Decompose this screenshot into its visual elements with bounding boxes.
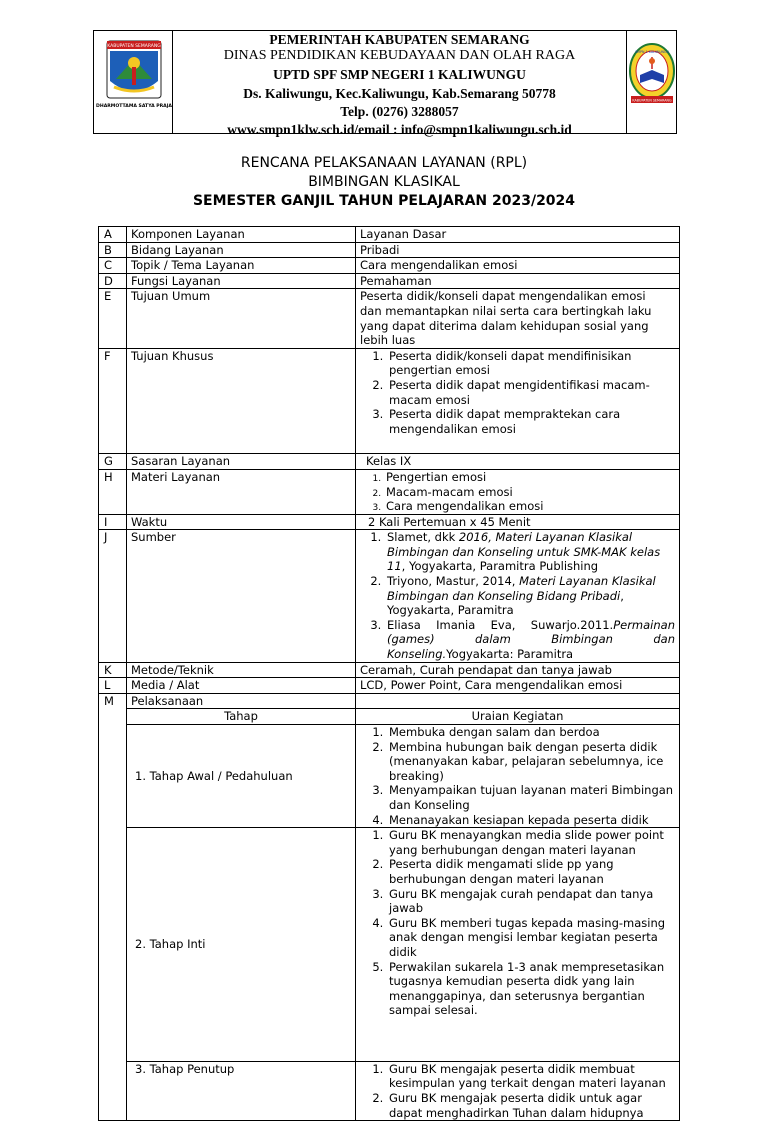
title-line-2: BIMBINGAN KLASIKAL	[308, 174, 460, 190]
source-title: Materi Layanan Klasikal Bimbingan dan Konseling Bidang Pribadi	[387, 574, 656, 603]
row-label: Tujuan Khusus	[127, 348, 356, 454]
row-label: Waktu	[127, 514, 356, 530]
source-publisher: , Yogyakarta, Paramitra Publishing	[401, 559, 599, 574]
document-title	[0, 154, 768, 211]
source-publisher: Yogyakarta: Paramitra	[446, 647, 574, 662]
table-row	[99, 227, 680, 243]
materi-list	[360, 470, 675, 514]
row-value: Pribadi	[356, 242, 680, 258]
row-code: D	[99, 273, 127, 289]
source-title: 2016, Materi Layanan Klasikal Bimbingan dan Konseling untuk SMK-MAK kelas 11	[387, 530, 661, 574]
table-row	[99, 1061, 680, 1120]
letterhead	[93, 30, 677, 137]
source-author: Eliasa Imania Eva, Suwarjo.2011.	[387, 617, 614, 632]
list-item	[385, 574, 675, 618]
semarang-regency-emblem-icon	[94, 31, 173, 132]
table-row	[99, 514, 680, 530]
row-label: Sasaran Layanan	[127, 454, 356, 470]
column-header-tahap: Tahap	[127, 709, 356, 725]
row-value: Cara mengendalikan emosi	[356, 258, 680, 274]
list-item: 2. Guru BK mengajak peserta didik untuk agar dapat menghadirkan Tuhan dalam hidupnya	[387, 1091, 675, 1120]
emblem-top-text: KABUPATEN SEMARANG	[107, 44, 161, 49]
title-line-1: RENCANA PELAKSANAAN LAYANAN (RPL)	[240, 155, 528, 171]
list-item: 2. Peserta didik mengamati slide pp yang berhubungan dengan materi layanan	[387, 857, 675, 886]
row-value	[356, 693, 680, 709]
list-item: 3. Menyampaikan tujuan layanan materi Bimbingan dan Konseling	[387, 783, 675, 812]
source-author: Triyono, Mastur, 2014,	[387, 574, 520, 589]
rpl-table	[98, 226, 680, 1121]
row-label: Tujuan Umum	[127, 289, 356, 348]
stage-activities	[356, 1061, 680, 1120]
list-item: 1. Guru BK mengajak peserta didik membuat kesimpulan yang terkait dengan materi layanan	[387, 1062, 675, 1091]
row-code: A	[99, 227, 127, 243]
row-code: H	[99, 469, 127, 514]
table-row	[99, 678, 680, 694]
tujuan-khusus-list	[360, 349, 675, 437]
table-row	[99, 709, 680, 725]
regency-logo	[94, 31, 173, 133]
list-item: 2. Membina hubungan baik dengan peserta didik (menanyakan kabar, pelajaran sebelumnya, ice breaking)	[387, 740, 675, 784]
title-line-3: SEMESTER GANJIL TAHUN PELAJARAN 2023/2024	[192, 193, 576, 209]
list-item: 5. Perwakilan sukarela 1-3 anak mempresetasikan tugasnya kemudian peserta didk yang lain menanggapinya, dan seterusnya bergantian sampai selesai.	[387, 960, 675, 1018]
stage-activities	[356, 725, 680, 828]
header-line-1: PEMERINTAH KABUPATEN SEMARANG	[269, 32, 530, 47]
row-value	[356, 348, 680, 454]
emblem-motto-text: DHARMOTTAMA SATYA PRAJA	[96, 104, 172, 109]
row-value: LCD, Power Point, Cara mengendalikan emosi	[356, 678, 680, 694]
table-row	[99, 693, 680, 709]
table-row	[99, 348, 680, 454]
row-value: Kelas IX	[356, 454, 680, 470]
badge-ring-text: SMPN 1 KALIWUNGU	[635, 50, 669, 54]
list-item: 3. Cara mengendalikan emosi	[384, 499, 675, 514]
row-value: Ceramah, Curah pendapat dan tanya jawab	[356, 662, 680, 678]
table-row	[99, 454, 680, 470]
school-address: Ds. Kaliwungu, Kec.Kaliwungu, Kab.Semarang 50778	[243, 86, 556, 101]
row-code: I	[99, 514, 127, 530]
awal-list	[360, 725, 675, 827]
row-code: K	[99, 662, 127, 678]
list-item	[385, 618, 675, 662]
list-item: 2. Peserta didik dapat mengidentifikasi macam-macam emosi	[387, 378, 675, 407]
table-row	[99, 289, 680, 348]
school-logo	[626, 31, 676, 133]
badge-banner-text: KABUPATEN SEMARANG	[632, 98, 672, 103]
sumber-list	[360, 530, 675, 661]
source-author: Slamet, dkk	[387, 530, 459, 545]
row-value: Layanan Dasar	[356, 227, 680, 243]
stage-label: 1. Tahap Awal / Pedahuluan	[127, 725, 356, 828]
list-item: 3. Peserta didik dapat mempraktekan cara mengendalikan emosi	[387, 407, 675, 436]
row-label: Materi Layanan	[127, 469, 356, 514]
row-label: Pelaksanaan	[127, 693, 356, 709]
row-label: Media / Alat	[127, 678, 356, 694]
row-label: Komponen Layanan	[127, 227, 356, 243]
list-item: 1. Pengertian emosi	[384, 470, 675, 485]
table-row	[99, 258, 680, 274]
list-item: 1. Guru BK menayangkan media slide power point yang berhubungan dengan materi layanan	[387, 828, 675, 857]
row-value	[356, 530, 680, 662]
list-item: 3. Guru BK mengajak curah pendapat dan tanya jawab	[387, 887, 675, 916]
table-row	[99, 469, 680, 514]
row-code: B	[99, 242, 127, 258]
stage-activities	[356, 828, 680, 1062]
table-row	[99, 530, 680, 662]
list-item: 2. Macam-macam emosi	[384, 485, 675, 500]
header-line-2: DINAS PENDIDIKAN KEBUDAYAAN DAN OLAH RAGA	[223, 48, 576, 63]
row-value: Peserta didik/konseli dapat mengendalikan emosi dan memantapkan nilai serta cara bertingkah laku yang dapat diterima dalam kehidupan sosial yang lebih luas	[356, 289, 680, 348]
row-code: J	[99, 530, 127, 662]
table-row	[99, 725, 680, 828]
school-web-email: www.smpn1klw.sch.id/email : info@smpn1kaliwungu.sch.id	[227, 122, 572, 137]
row-value	[356, 469, 680, 514]
row-label: Topik / Tema Layanan	[127, 258, 356, 274]
stage-label: 3. Tahap Penutup	[127, 1061, 356, 1120]
row-label: Sumber	[127, 530, 356, 662]
row-label: Metode/Teknik	[127, 662, 356, 678]
table-row	[99, 273, 680, 289]
stage-label: 2. Tahap Inti	[127, 828, 356, 1062]
row-label: Fungsi Layanan	[127, 273, 356, 289]
list-item: 1. Membuka dengan salam dan berdoa	[387, 725, 675, 740]
penutup-list	[360, 1062, 675, 1120]
row-code: E	[99, 289, 127, 348]
row-label: Bidang Layanan	[127, 242, 356, 258]
source-publisher: , Yogyakarta, Paramitra	[387, 588, 624, 618]
list-item	[385, 530, 675, 574]
row-code: L	[99, 678, 127, 694]
row-code: F	[99, 348, 127, 454]
table-row	[99, 242, 680, 258]
row-value: Pemahaman	[356, 273, 680, 289]
column-header-uraian: Uraian Kegiatan	[356, 709, 680, 725]
row-code: M	[99, 693, 127, 709]
list-item: 4. Menanayakan kesiapan kepada peserta didik	[387, 813, 675, 828]
school-badge-icon	[627, 31, 677, 132]
inti-list	[360, 828, 675, 1018]
school-name: UPTD SPF SMP NEGERI 1 KALIWUNGU	[273, 67, 526, 82]
school-phone: Telp. (0276) 3288057	[340, 104, 459, 119]
table-row	[99, 828, 680, 1062]
source-title: Permainan (games) dalam Bimbingan dan Konseling.	[387, 617, 675, 662]
row-code: G	[99, 454, 127, 470]
table-row	[99, 662, 680, 678]
list-item: 1. Peserta didik/konseli dapat mendifinisikan pengertian emosi	[387, 349, 675, 378]
list-item: 4. Guru BK memberi tugas kepada masing-masing anak dengan mengisi lembar kegiatan peserta didik	[387, 916, 675, 960]
row-code: C	[99, 258, 127, 274]
row-value: 2 Kali Pertemuan x 45 Menit	[356, 514, 680, 530]
